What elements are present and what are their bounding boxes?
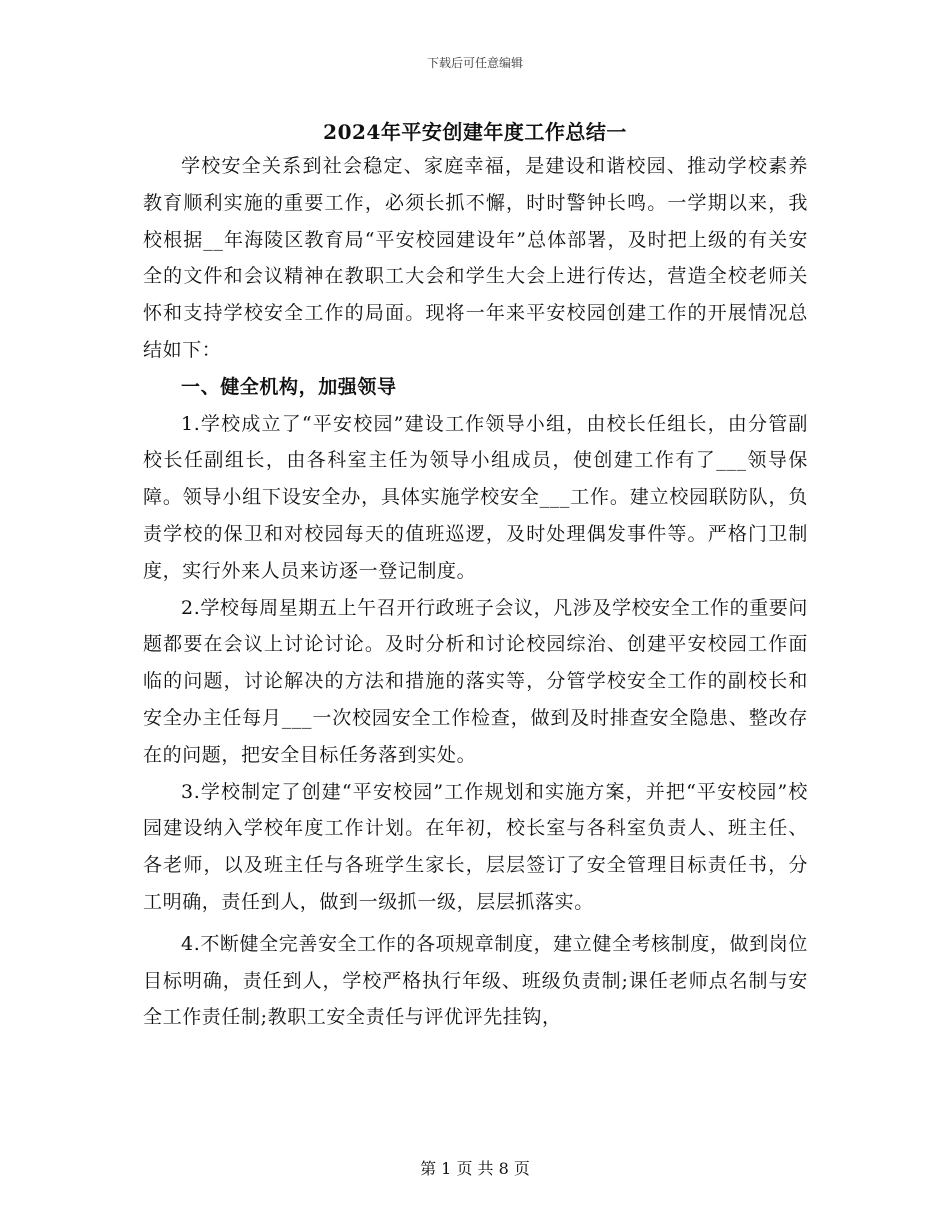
body-paragraph-1: 1.学校成立了“平安校园”建设工作领导小组，由校长任组长，由分管副校长任副组长，由各科室主任为领导小组成员，使创建工作有了___领导保障。领导小组下设安全办，具体实施学校安全___工作。建立校园联防队，负责学校的保卫和对校园每天的值班巡逻，及时处理偶发事件等。严格门卫制度，实行外来人员来访逐一登记制度。 xyxy=(143,412,808,582)
page-number: 第 1 页 共 8 页 xyxy=(420,1159,530,1178)
intro-paragraph: 学校安全关系到社会稳定、家庭幸福，是建设和谐校园、推动学校素养教育顺利实施的重要工作，必须长抓不懈，时时警钟长鸣。一学期以来，我校根据__年海陵区教育局“平安校园建设年”总体部署，及时把上级的有关安全的文件和会议精神在教职工大会和学生大会上进行传达，营造全校老师关怀和支持学校安全工作的局面。现将一年来平安校园创建工作的开展情况总结如下： xyxy=(143,155,808,361)
body-paragraph-4: 4.不断健全完善安全工作的各项规章制度，建立健全考核制度，做到岗位目标明确，责任到人，学校严格执行年级、班级负责制;课任老师点名制与安全工作责任制;教职工安全责任与评优评先挂钩， xyxy=(143,932,808,1029)
document-body xyxy=(143,148,808,1036)
page-title: 2024年平安创建年度工作总结一 xyxy=(323,120,627,144)
body-paragraph-3: 3.学校制定了创建“平安校园”工作规划和实施方案，并把“平安校园”校园建设纳入学校年度工作计划。在年初，校长室与各科室负责人、班主任、各老师，以及班主任与各班学生家长，层层签订了安全管理目标责任书，分工明确，责任到人，做到一级抓一级，层层抓落实。 xyxy=(143,780,808,913)
section-heading: 一、健全机构，加强领导 xyxy=(181,375,397,398)
download-note: 下载后可任意编辑 xyxy=(426,56,523,70)
body-paragraph-2: 2.学校每周星期五上午召开行政班子会议，凡涉及学校安全工作的重要问题都要在会议上讨论讨论。及时分析和讨论校园综治、创建平安校园工作面临的问题，讨论解决的方法和措施的落实等，分管学校安全工作的副校长和安全办主任每月___一次校园安全工作检查，做到及时排查安全隐患、整改存在的问题，把安全目标任务落到实处。 xyxy=(143,596,808,766)
